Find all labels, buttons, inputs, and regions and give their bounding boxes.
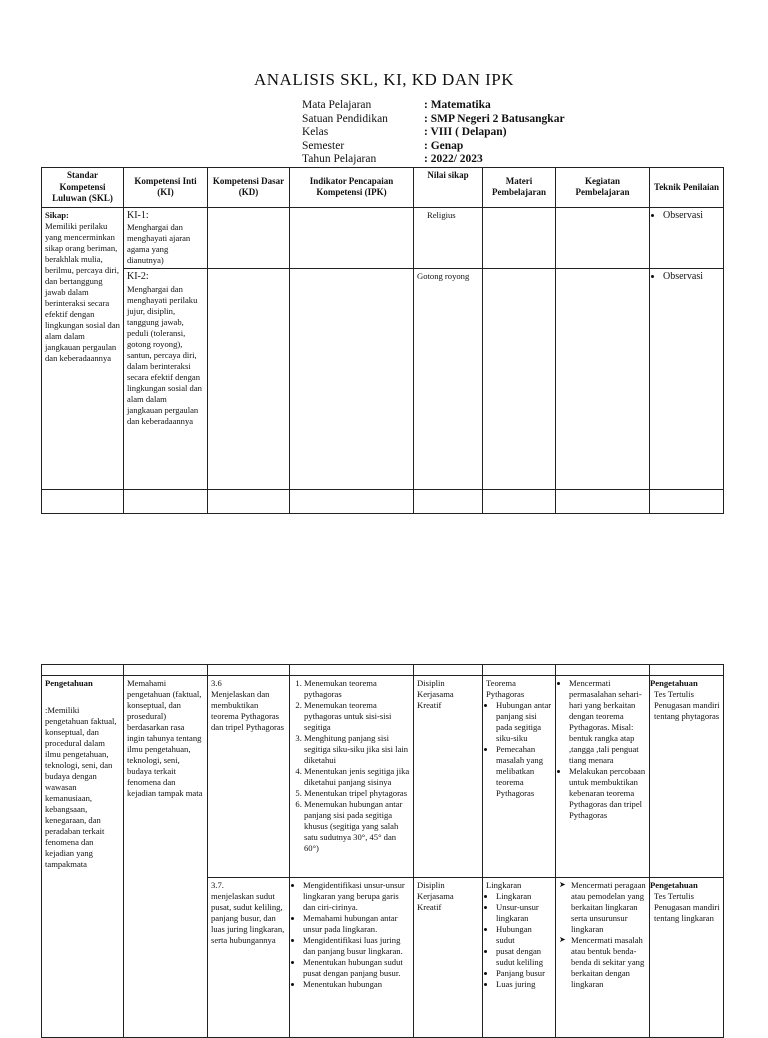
table-row [42, 207, 724, 269]
empty-cell [208, 665, 290, 676]
list-item: • Mencermati permasalahan sehari-hari yang berkaitan dengan teorema Pythagoras. Misal: bentuk rangka atap ,tangga ,tali penguat tiang menara [569, 678, 646, 766]
header-nilai-sikap: Nilai sikap [414, 168, 483, 208]
empty-cell [483, 665, 556, 676]
ki2-teknik-list [653, 271, 720, 284]
list-item: 5. Menentukan tripel phytagoras [304, 788, 410, 799]
document-title: ANALISIS SKL, KI, KD DAN IPK [253, 70, 515, 89]
teknik-cell [650, 269, 724, 490]
list-item: • Hubungan antar panjang sisi pada segitiga siku-siku [496, 700, 552, 744]
list-item: ➤ Mencermati masalah atau bentuk benda-benda di sekitar yang berkaitan dengan lingkaran [559, 935, 646, 990]
header-kegiatan: Kegiatan Pembelajaran [556, 168, 650, 208]
materi-cell [483, 269, 556, 490]
nilai-sikap-cell [414, 207, 483, 269]
teknik-3-6-text: Tes Tertulis Penugasan mandiri tentang phytagoras [654, 689, 720, 721]
skl-pengetahuan-cell [42, 676, 124, 1038]
meta-label: Satuan Pendidikan [302, 112, 388, 125]
empty-cell [650, 665, 724, 676]
list-item: • pusat dengan sudut keliling [496, 946, 552, 968]
list-item: 2. Menemukan teorema pythagoras untuk sisi-sisi segitiga [304, 700, 410, 733]
materi-3-6-title: Teorema Pythagoras [486, 678, 525, 699]
teknik-3-7-heading: Pengetahuan [650, 880, 698, 890]
list-item: • Menentukan hubungan [303, 979, 410, 990]
header-skl: Standar Kompetensi Luluwan (SKL) [42, 168, 124, 208]
list-item: • Panjang busur [496, 968, 552, 979]
meta-row [302, 113, 565, 127]
list-item: 6. Menemukan hubungan antar panjang sisi pada segitiga khusus (segitiga yang salah satu sudutnya 30°, 45° dan 60°) [304, 799, 410, 854]
header-ki: Kompetensi Inti (KI) [124, 168, 208, 208]
pengetahuan-label: Pengetahuan [45, 678, 93, 688]
meta-value: : VIII ( Delapan) [424, 126, 507, 139]
meta-row [302, 153, 565, 167]
empty-row [42, 490, 724, 514]
header-ipk: Indikator Pencapaian Kompetensi (IPK) [290, 168, 414, 208]
empty-cell [124, 665, 208, 676]
ipk-cell [290, 207, 414, 269]
meta-row [302, 140, 565, 154]
teknik-cell [650, 207, 724, 269]
kegiatan-3-6-cell [556, 676, 650, 878]
kd-3-6-cell [208, 676, 290, 878]
sikap-label: Sikap: [45, 209, 69, 220]
meta-row [302, 99, 565, 113]
list-item: • Observasi [663, 210, 720, 223]
materi-3-7-list [486, 891, 552, 990]
kd-cell [208, 269, 290, 490]
list-item: • Melakukan percobaan untuk membuktikan kebenaran teorema Pythagoras dan tripel Pythagoras [569, 766, 646, 821]
ki1-cell [124, 207, 208, 269]
ki2-nilai: Gotong royong [417, 271, 470, 282]
empty-cell [556, 490, 650, 514]
list-item: ➤ Mencermati peragaan atau pemodelan yang berkaitan lingkaran serta unsurunsur lingkaran [559, 880, 646, 935]
spacer-row [42, 665, 724, 676]
list-item: • Hubungan sudut [496, 924, 552, 946]
kegiatan-3-6-list [559, 678, 646, 821]
meta-label: Semester [302, 139, 345, 152]
pengetahuan-table [41, 664, 724, 1038]
materi-cell [483, 207, 556, 269]
ki2-text: Menghargai dan menghayati perilaku jujur, disiplin, tanggung jawab, peduli (toleransi, gotong royong), santun, percaya diri, dalam berinteraksi secara efektif dengan lingkungan sosial dan alam dalam jangkauan pergaulan dan keberadaannya [127, 284, 202, 427]
table-row [42, 269, 724, 490]
list-item: • Menentukan hubungan sudut pusat dengan panjang busur. [303, 957, 410, 979]
nilai-3-7-text: Disiplin Kerjasama Kreatif [417, 880, 454, 912]
kegiatan-cell [556, 269, 650, 490]
empty-cell [650, 490, 724, 514]
ki1-heading: KI-1: [127, 209, 149, 221]
ipk-3-6-cell [290, 676, 414, 878]
ki2-heading: KI-2: [127, 271, 149, 283]
pengetahuan-description: :Memiliki pengetahuan faktual, konseptual, dan procedural dalam ilmu pengetahuan, teknologi, seni, dan budaya dengan wawasan kemanusiaan, kebangsaan, kenegaraan, dan peradaban terkait fenomena dan kejadian yang tampakmata [45, 705, 117, 869]
list-item: • Mengidentifikasi unsur-unsur lingkaran yang berupa garis dan ciri-cirinya. [303, 880, 410, 913]
ki1-text: Menghargai dan menghayati ajaran agama yang dianutnya) [127, 222, 191, 266]
meta-value: : 2022/ 2023 [424, 153, 483, 166]
ipk-3-7-list [293, 880, 410, 990]
ipk-cell [290, 269, 414, 490]
empty-cell [124, 490, 208, 514]
materi-3-6-cell [483, 676, 556, 878]
header-kd: Kompetensi Dasar (KD) [208, 168, 290, 208]
materi-3-6-list [486, 700, 552, 799]
list-item: • Pemecahan masalah yang melibatkan teorema Pythagoras [496, 744, 552, 799]
meta-value: : Genap [424, 139, 464, 152]
list-item: • Observasi [663, 271, 720, 284]
kegiatan-3-7-cell [556, 878, 650, 1038]
teknik-3-6-cell [650, 676, 724, 878]
nilai-sikap-cell [414, 269, 483, 490]
materi-3-7-cell [483, 878, 556, 1038]
kd-3-7-cell [208, 878, 290, 1038]
empty-cell [414, 665, 483, 676]
ipk-3-7-cell [290, 878, 414, 1038]
table-row [42, 676, 724, 878]
kd-cell [208, 207, 290, 269]
empty-cell [208, 490, 290, 514]
nilai-3-7-cell [414, 878, 483, 1038]
empty-cell [42, 665, 124, 676]
empty-cell [42, 490, 124, 514]
meta-block [302, 99, 565, 167]
nilai-3-6-text: Disiplin Kerjasama Kreatif [417, 678, 454, 710]
teknik-3-7-text: Tes Tertulis Penugasan mandiri tentang lingkaran [654, 891, 720, 923]
meta-label: Mata Pelajaran [302, 99, 372, 111]
meta-row [302, 126, 565, 140]
meta-value: : SMP Negeri 2 Batusangkar [424, 112, 565, 125]
list-item: • Mengidentifikasi luas juring dan panjang busur lingkaran. [303, 935, 410, 957]
header-teknik: Teknik Penilaian [650, 168, 724, 208]
materi-3-7-title: Lingkaran [486, 880, 522, 890]
empty-cell [556, 665, 650, 676]
list-item: 3. Menghitung panjang sisi segitiga siku-siku jika sisi lain diketahui [304, 733, 410, 766]
empty-cell [290, 665, 414, 676]
ipk-3-6-list [293, 678, 410, 854]
kegiatan-3-7-list [559, 880, 646, 990]
meta-value: : Matematika [424, 99, 491, 111]
ki1-teknik-list [653, 210, 720, 223]
ki2-cell [124, 269, 208, 490]
kegiatan-cell [556, 207, 650, 269]
nilai-3-6-cell [414, 676, 483, 878]
list-item: • Unsur-unsur lingkaran [496, 902, 552, 924]
list-item: • Lingkaran [496, 891, 552, 902]
list-item: • Memahami hubungan antar unsur pada lingkaran. [303, 913, 410, 935]
list-item: • Luas juring [496, 979, 552, 990]
sikap-description: Memiliki perilaku yang mencerminkan sikap orang beriman, berakhlak mulia, berilmu, percaya diri, dan bertanggung jawab dalam berinteraksi secara efektif dengan lingkungan sosial dan alam dalam jangkauan pergaulan dan keberadaannya [45, 220, 120, 363]
empty-cell [290, 490, 414, 514]
header-row [42, 168, 724, 208]
empty-cell [483, 490, 556, 514]
kd-3-6-text: 3.6 Menjelaskan dan membuktikan teorema Pythagoras dan tripel Pythagoras [211, 678, 285, 732]
list-item: 4. Menentukan jenis segitiga jika diketahui panjang sisinya [304, 766, 410, 788]
ki3-cell [124, 676, 208, 1038]
teknik-3-7-cell [650, 878, 724, 1038]
ki3-text: Memahami pengetahuan (faktual, konseptual, dan prosedural) berdasarkan rasa ingin tahunya tentang ilmu pengetahuan, teknologi, seni, budaya terkait fenomena dan kejadian tampak mata [127, 678, 203, 798]
header-materi: Materi Pembelajaran [483, 168, 556, 208]
teknik-3-6-heading: Pengetahuan [650, 678, 698, 688]
empty-cell [414, 490, 483, 514]
list-item: 1. Menemukan teorema pythagoras [304, 678, 410, 700]
skl-sikap-cell [42, 207, 124, 490]
meta-label: Tahun Pelajaran [302, 153, 377, 166]
sikap-table [41, 167, 724, 514]
ki1-nilai: Religius [427, 209, 456, 220]
meta-label: Kelas [302, 126, 329, 139]
kd-3-7-text: 3.7. menjelaskan sudut pusat, sudut keliling, panjang busur, dan luas juring lingkaran, serta hubungannya [211, 880, 285, 945]
